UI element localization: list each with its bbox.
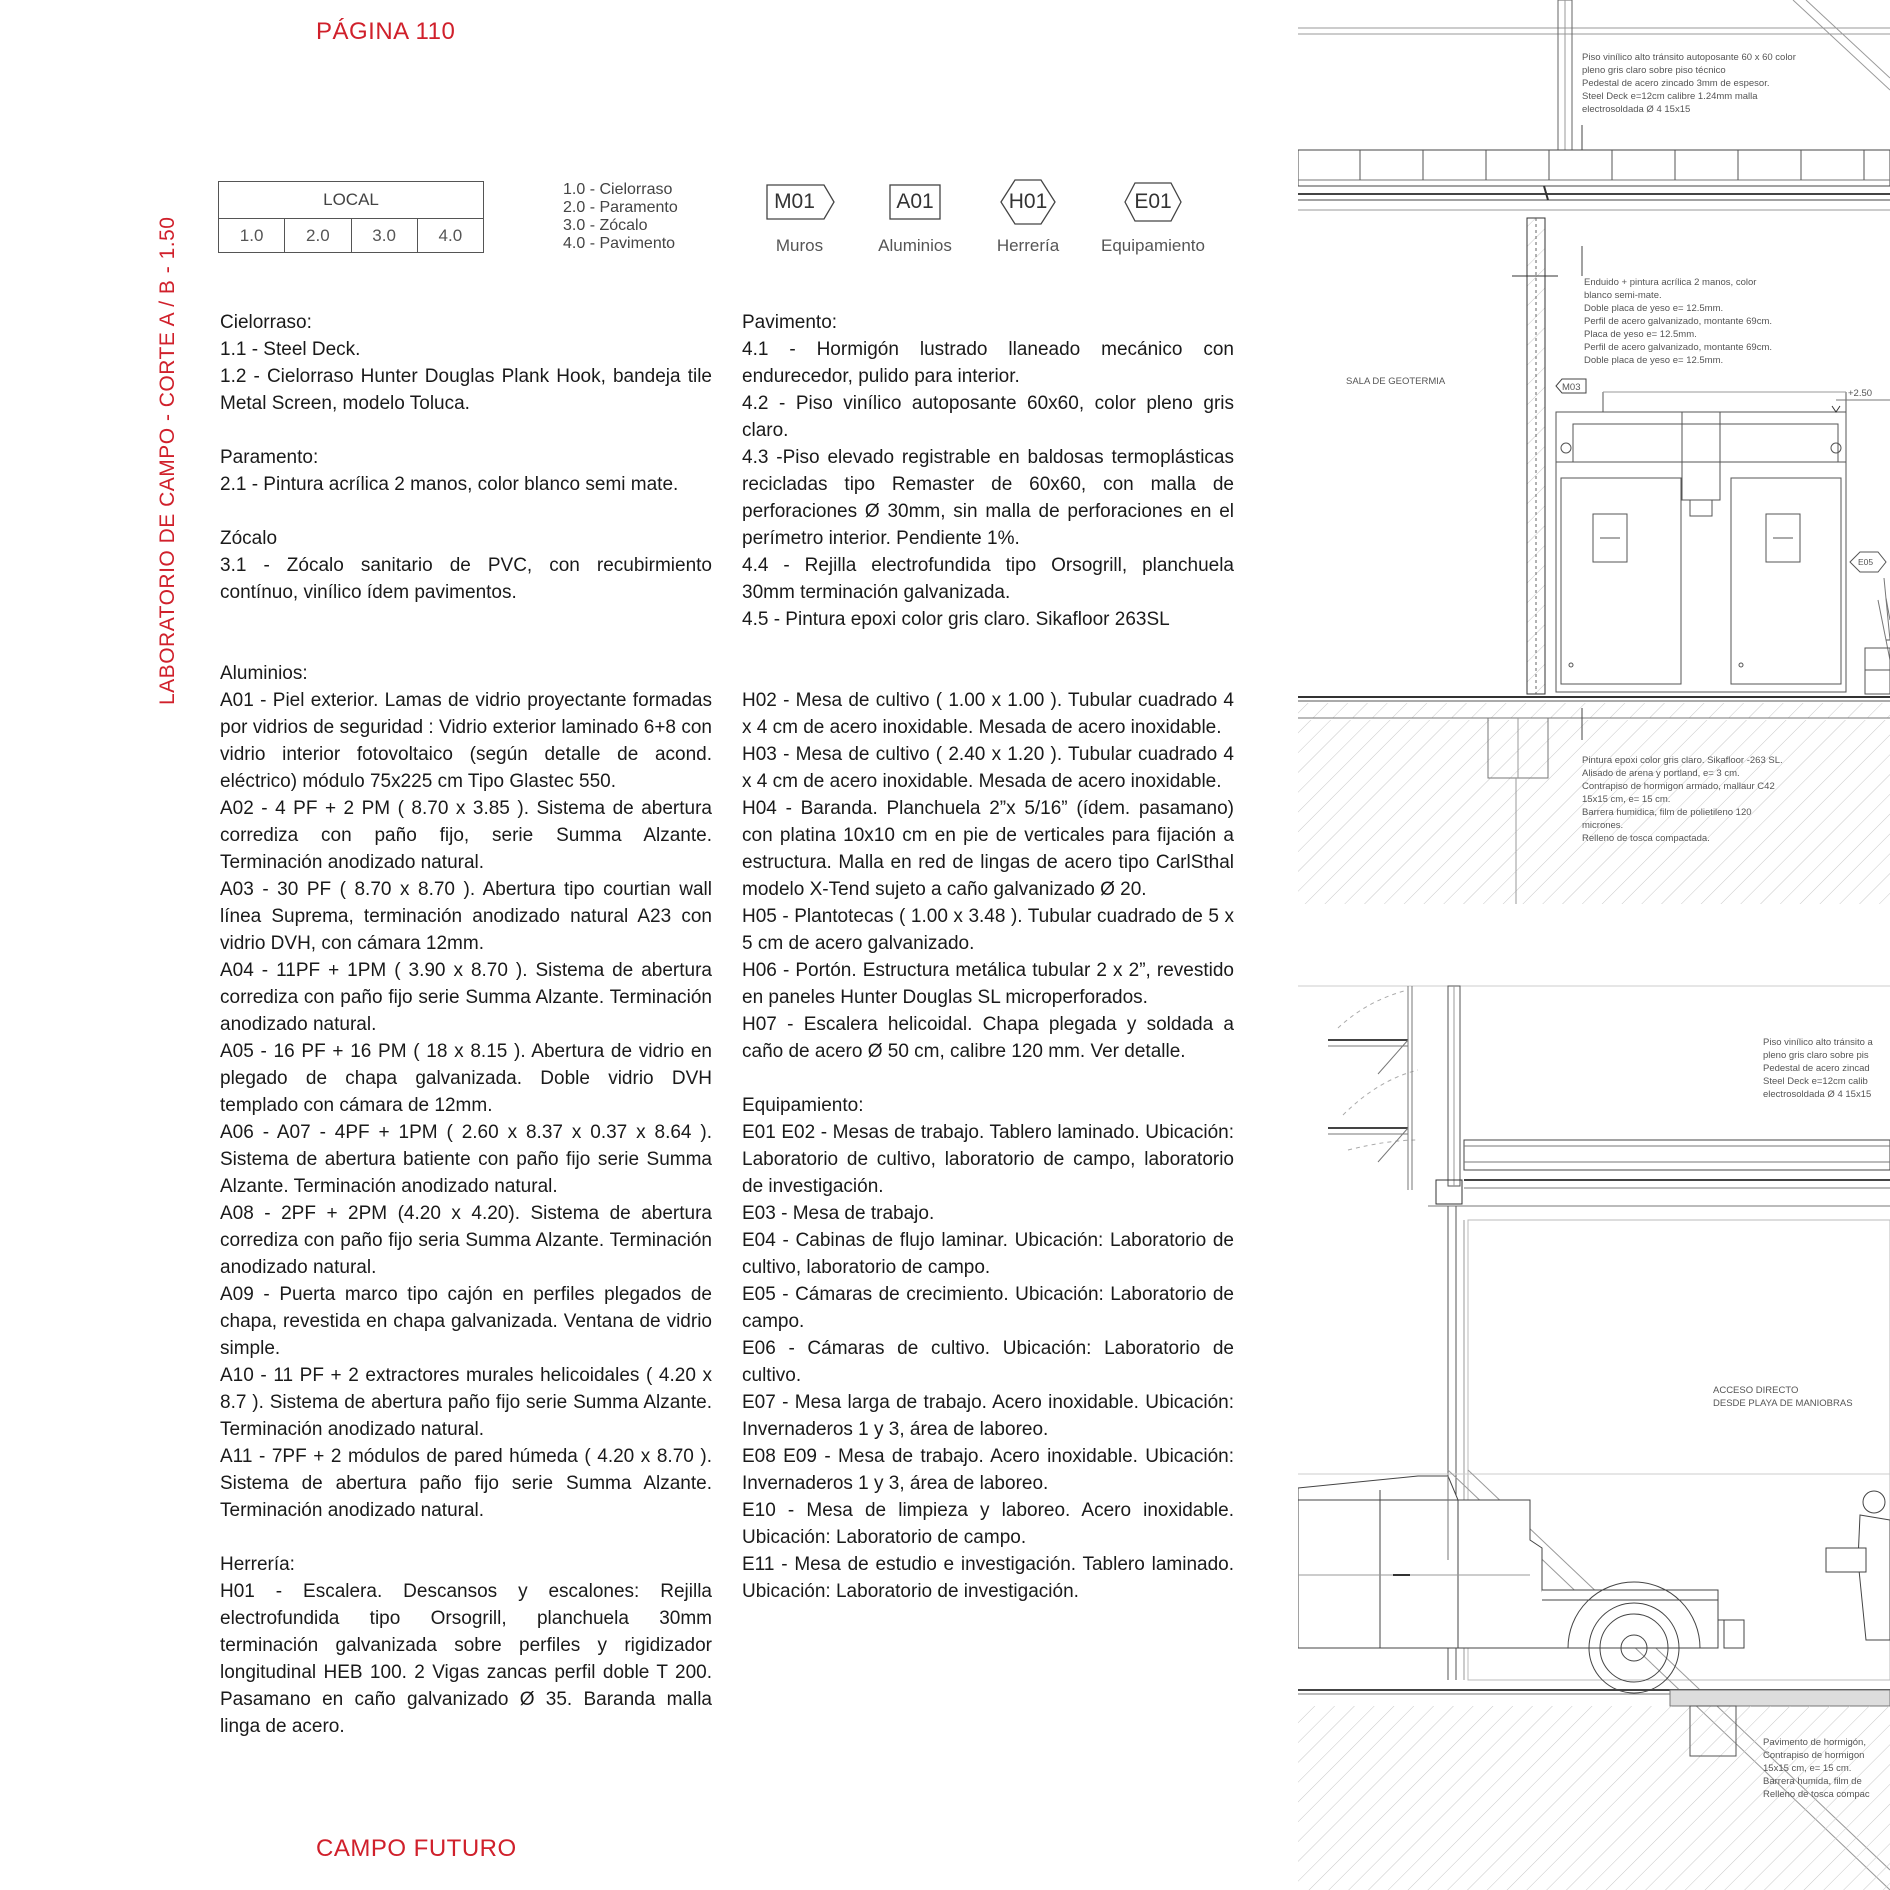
callout-line: Perfil de acero galvanizado, montante 69cm. — [1584, 316, 1772, 327]
symbol-label: Muros — [775, 236, 824, 255]
spec-item: E01 E02 - Mesas de trabajo. Tablero laminado. Ubicación: Laboratorio de cultivo, laboratorio de campo, laboratorio de investigación. — [742, 1122, 1234, 1197]
symbol-label: Herrería — [996, 236, 1060, 255]
section-title: Cielorraso: — [220, 312, 312, 333]
callout-line: Barrera humida, film de — [1763, 1776, 1862, 1787]
local-cell: 2.0 — [285, 219, 351, 253]
spec-item: 3.1 - Zócalo sanitario de PVC, con recubirmiento contínuo, vinílico ídem pavimentos. — [220, 555, 712, 603]
section-title: Paramento: — [220, 447, 319, 468]
callout-line: Pedestal de acero zincado 3mm de espesor. — [1582, 78, 1770, 89]
callout-line: Pedestal de acero zincad — [1763, 1063, 1870, 1074]
spec-section-herreria-cont — [742, 687, 1234, 1065]
symbol-code: M01 — [774, 190, 815, 213]
spec-item: 4.1 - Hormigón lustrado llaneado mecánico con endurecedor, pulido para interior. — [742, 339, 1234, 387]
local-table-title: LOCAL — [219, 182, 483, 219]
callout-line: Pavimento de hormigón, — [1763, 1737, 1866, 1748]
local-cell: 3.0 — [352, 219, 418, 253]
callout-line: Doble placa de yeso e= 12.5mm. — [1584, 355, 1724, 366]
callout-line: micrones. — [1582, 820, 1624, 831]
symbol-aluminios — [867, 179, 963, 256]
callout-line: electrosoldada Ø 4 15x15 — [1582, 104, 1691, 115]
callout-line: Contrapiso de hormigon — [1763, 1750, 1865, 1761]
spec-item: H05 - Plantotecas ( 1.00 x 3.48 ). Tubular cuadrado de 5 x 5 cm de acero galvanizado. — [742, 906, 1234, 954]
symbol-code: E01 — [1134, 190, 1172, 213]
local-cell: 1.0 — [219, 219, 285, 253]
symbol-label: Equipamiento — [1101, 236, 1205, 255]
spec-item: E08 E09 - Mesa de trabajo. Acero inoxidable. Ubicación: Invernaderos 1 y 3, área de laboreo. — [742, 1446, 1234, 1494]
spec-item: H03 - Mesa de cultivo ( 2.40 x 1.20 ). Tubular cuadrado 4 x 4 cm de acero inoxidable. Mesada de acero inoxidable. — [742, 744, 1234, 792]
local-cell: 4.0 — [438, 226, 463, 245]
legend-item: 1.0 - Cielorraso — [563, 181, 673, 198]
spec-item: A10 - 11 PF + 2 extractores murales helicoidales ( 4.20 x 8.7 ). Sistema de abertura paño fijo serie Summa Alzante. Terminación anodizado natural. — [220, 1365, 712, 1440]
legend-item: 3.0 - Zócalo — [563, 217, 648, 234]
legend-item: 4.0 - Pavimento — [563, 235, 676, 252]
callout-line: Steel Deck e=12cm calibre 1.24mm malla — [1582, 91, 1758, 102]
symbol-label: Aluminios — [878, 236, 952, 255]
callout-line: Contrapiso de hormigon armado, mallaur C42 — [1582, 781, 1775, 792]
room-label: SALA DE GEOTERMIA — [1346, 376, 1446, 387]
symbol-herreria — [985, 179, 1071, 256]
spec-section-pavimento — [742, 309, 1234, 633]
spec-item: H04 - Baranda. Planchuela 2”x 5/16” (ídem. pasamano) con platina 10x10 cm en pie de verticales para fijación a estructura. Malla en red de lingas de acero tipo CarlSthal modelo X-Tend sujeto a caño galvanizado Ø 20. — [742, 798, 1234, 900]
spec-item: E04 - Cabinas de flujo laminar. Ubicación: Laboratorio de cultivo, laboratorio de campo. — [742, 1230, 1234, 1278]
spec-item: E06 - Cámaras de cultivo. Ubicación: Laboratorio de cultivo. — [742, 1338, 1234, 1386]
callout-line: Enduido + pintura acrílica 2 manos, color — [1584, 277, 1757, 288]
spec-item: 2.1 - Pintura acrílica 2 manos, color blanco semi mate. — [220, 474, 679, 495]
section-title: Equipamiento: — [742, 1095, 864, 1116]
callout-line: blanco semi-mate. — [1584, 290, 1662, 301]
spec-item: A08 - 2PF + 2PM (4.20 x 4.20). Sistema de abertura corrediza con paño fijo seria Summa Alzante. Terminación anodizado natural. — [220, 1203, 712, 1278]
specs-right-column — [742, 309, 1234, 1632]
symbol-muros — [762, 179, 837, 256]
spec-item: 4.2 - Piso vinílico autoposante 60x60, color pleno gris claro. — [742, 393, 1234, 441]
callout-line: 15x15 cm, e= 15 cm. — [1763, 1763, 1852, 1774]
callout-line: Placa de yeso e= 12.5mm. — [1584, 329, 1697, 340]
spec-item: A11 - 7PF + 2 módulos de pared húmeda ( 4.20 x 8.70 ). Sistema de abertura paño fijo serie Summa Alzante. Terminación anodizado natural. — [220, 1446, 712, 1521]
callout-line: Alisado de arena y portland, e= 3 cm. — [1582, 768, 1740, 779]
equipment-tag: E05 — [1858, 557, 1874, 567]
spec-item: A05 - 16 PF + 16 PM ( 18 x 8.15 ). Abertura de vidrio en plegado de chapa galvanizada. Doble vidrio DVH templado con cámara de 12mm. — [220, 1041, 712, 1116]
spec-item: A03 - 30 PF ( 8.70 x 8.70 ). Abertura tipo courtian wall línea Suprema, terminación anodizado natural A23 con vidrio DVH, con cámara 12mm. — [220, 879, 712, 954]
spec-item: H07 - Escalera helicoidal. Chapa plegada y soldada a caño de acero Ø 50 cm, calibre 120 mm. Ver detalle. — [742, 1014, 1234, 1062]
spec-item: 4.4 - Rejilla electrofundida tipo Orsogrill, planchuela 30mm terminación galvanizada. — [742, 555, 1234, 603]
spec-item: E07 - Mesa larga de trabajo. Acero inoxidable. Ubicación: Invernaderos 1 y 3, área de laboreo. — [742, 1392, 1234, 1440]
spec-item: 1.2 - Cielorraso Hunter Douglas Plank Hook, bandeja tile Metal Screen, modelo Toluca. — [220, 366, 712, 414]
spec-item: 1.1 - Steel Deck. — [220, 339, 361, 360]
spec-item: A02 - 4 PF + 2 PM ( 8.70 x 3.85 ). Sistema de abertura corrediza con paño fijo, serie Summa Alzante. Terminación anodizado natural. — [220, 798, 712, 873]
spec-section-aluminios — [220, 660, 712, 1524]
spec-item: E05 - Cámaras de crecimiento. Ubicación: Laboratorio de campo. — [742, 1284, 1234, 1332]
section-title: Herrería: — [220, 1554, 295, 1575]
callout-line: Barrera humidica, film de polietileno 120 — [1582, 807, 1752, 818]
footer-brand: CAMPO FUTURO — [316, 1835, 517, 1862]
symbol-code: H01 — [1008, 190, 1048, 213]
spec-item: 4.5 - Pintura epoxi color gris claro. Sikafloor 263SL — [742, 609, 1170, 630]
wall-tag: M03 — [1562, 382, 1581, 393]
sheet-vertical-title: LABORATORIO DE CAMPO - CORTE A / B - 1.50 — [156, 216, 179, 705]
access-label: ACCESO DIRECTO — [1713, 1385, 1799, 1396]
legend-item: 2.0 - Paramento — [563, 199, 678, 216]
callout-line: pleno gris claro sobre piso técnico — [1582, 65, 1726, 76]
spec-section-paramento — [220, 444, 712, 498]
level-mark: +2.50 — [1848, 388, 1873, 399]
spec-item: E10 - Mesa de limpieza y laboreo. Acero inoxidable. Ubicación: Laboratorio de campo. — [742, 1500, 1234, 1548]
callout-line: Steel Deck e=12cm calib — [1763, 1076, 1868, 1087]
spec-section-equipamiento — [742, 1092, 1234, 1605]
spec-item: 4.3 -Piso elevado registrable en baldosas termoplásticas recicladas tipo Remaster de 60x60, con malla de perforaciones Ø 30mm, sin malla de perforaciones en el perímetro interior. Pendiente 1%. — [742, 447, 1234, 549]
callout-line: Relleno de tosca compac — [1763, 1789, 1870, 1800]
callout-line: Piso vinílico alto tránsito a — [1763, 1037, 1873, 1048]
spec-item: A01 - Piel exterior. Lamas de vidrio proyectante formadas por vidrios de seguridad : Vidrio exterior laminado 6+8 con vidrio interior fotovoltaico (según detalle de acond. eléctrico) módulo 75x225 cm Tipo Glastec 550. — [220, 690, 712, 792]
section-title: Aluminios: — [220, 663, 308, 684]
page-number: PÁGINA 110 — [316, 18, 456, 45]
section-drawing — [1298, 0, 1890, 1890]
callout-line: 15x15 cm, e= 15 cm. — [1582, 794, 1671, 805]
callout-line: electrosoldada Ø 4 15x15 — [1763, 1089, 1872, 1100]
spec-item: H01 - Escalera. Descansos y escalones: Rejilla electrofundida tipo Orsogrill, planchuela 30mm terminación galvanizada sobre perfiles y rigidizador longitudinal HEB 100. 2 Vigas zancas perfil doble T 200. Pasamano en caño galvanizado Ø 35. Baranda malla linga de acero. — [220, 1581, 712, 1737]
spec-item: E03 - Mesa de trabajo. — [742, 1203, 935, 1224]
spec-item: A06 - A07 - 4PF + 1PM ( 2.60 x 8.37 x 0.37 x 8.64 ). Sistema de abertura batiente con paño fijo serie Summa Alzante. Terminación anodizado natural. — [220, 1122, 712, 1197]
callout-line: pleno gris claro sobre pis — [1763, 1050, 1869, 1061]
symbol-equipamiento — [1090, 179, 1216, 256]
specs-left-column — [220, 309, 712, 1767]
person-figure-drawing — [1826, 1491, 1890, 1640]
spec-item: A04 - 11PF + 1PM ( 3.90 x 8.70 ). Sistema de abertura corrediza con paño fijo serie Summa Alzante. Terminación anodizado natural. — [220, 960, 712, 1035]
spec-section-cielorraso — [220, 309, 712, 417]
callout-line: Pintura epoxi color gris claro. Sikafloor -263 SL. — [1582, 755, 1783, 766]
spec-item: A09 - Puerta marco tipo cajón en perfiles plegados de chapa, revestida en chapa galvanizada. Ventana de vidrio simple. — [220, 1284, 712, 1359]
spec-item: H06 - Portón. Estructura metálica tubular 2 x 2”, revestido en paneles Hunter Douglas SL microperforados. — [742, 960, 1234, 1008]
callout-line: Relleno de tosca compactada. — [1582, 833, 1710, 844]
spec-section-herreria — [220, 1551, 712, 1740]
callout-line: Doble placa de yeso e= 12.5mm. — [1584, 303, 1724, 314]
symbol-code: A01 — [896, 190, 934, 213]
spec-item: H02 - Mesa de cultivo ( 1.00 x 1.00 ). Tubular cuadrado 4 x 4 cm de acero inoxidable. Mesada de acero inoxidable. — [742, 690, 1234, 738]
local-table — [218, 181, 484, 253]
local-legend — [563, 181, 678, 253]
section-title: Pavimento: — [742, 312, 838, 333]
callout-line: Perfil de acero galvanizado, montante 69cm. — [1584, 342, 1772, 353]
callout-line: Piso vinílico alto tránsito autoposante 60 x 60 color — [1582, 52, 1796, 63]
section-title: Zócalo — [220, 528, 278, 549]
spec-section-zocalo — [220, 525, 712, 606]
access-label: DESDE PLAYA DE MANIOBRAS — [1713, 1398, 1853, 1409]
pickup-truck-drawing — [1298, 1476, 1744, 1693]
spec-item: E11 - Mesa de estudio e investigación. Tablero laminado. Ubicación: Laboratorio de investigación. — [742, 1554, 1234, 1602]
